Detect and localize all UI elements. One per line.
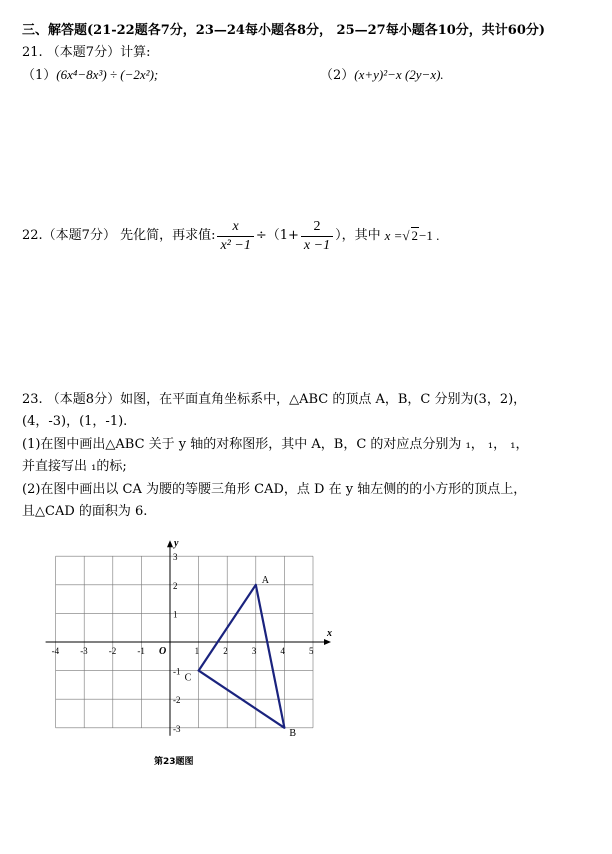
q21-part2-expr: (x+y)²−x (2y−x).	[354, 67, 444, 82]
q23-line5: (2)在图中画出以 CA 为腰的等腰三角形 CAD，点 D 在 y 轴左侧的的小方形的顶点上，	[22, 482, 527, 497]
q23-line2: (4，-3)，(1，-1).	[22, 414, 128, 429]
x-tick-label: -4	[51, 646, 60, 656]
q22-div-sign: ÷	[255, 228, 267, 243]
q22-cond-lhs: x =	[384, 228, 403, 243]
q21-part1-expr: (6x⁴−8x³) ÷ (−2x²);	[56, 67, 159, 82]
figure-caption: 第23题图	[154, 757, 194, 767]
q22-frac2	[301, 218, 333, 255]
y-tick-label: -3	[173, 723, 181, 734]
q22-prefix: 22.（本题7分） 先化简，再求值:	[22, 228, 216, 243]
q21-part1	[22, 66, 158, 85]
axes	[46, 538, 332, 736]
q22-frac2-den: x −1	[303, 237, 331, 253]
y-tick-label: 2	[173, 580, 178, 591]
y-tick-label: -2	[173, 695, 181, 706]
y-tick-label: 1	[173, 609, 178, 620]
point-labels	[185, 575, 297, 739]
q22-paren-open: （1+	[266, 228, 299, 243]
q22-cond-rad: 2	[411, 228, 419, 243]
coordinate-grid-figure	[40, 530, 340, 740]
origin-label: O	[159, 646, 167, 657]
q21-title: 21. （本题7分）计算:	[22, 45, 151, 60]
tick-labels	[52, 552, 314, 734]
y-tick-label: 3	[173, 552, 178, 563]
q21-part1-label: （1）	[22, 68, 57, 83]
q23-line1: 23. （本题8分）如图，在平面直角坐标系中，△ABC 的顶点 A，B，C 分别为(3，2)，	[22, 392, 527, 407]
x-tick-label: 3	[251, 646, 257, 656]
q22-paren-close: ），其中	[335, 228, 381, 243]
q21-part2	[320, 66, 444, 85]
x-axis-arrow	[324, 639, 331, 645]
point-label-c: C	[184, 672, 192, 684]
q23-line4: 并直接写出 ₁的标;	[22, 459, 127, 474]
x-tick-label: -2	[108, 646, 117, 656]
q22-frac2-num: 2	[301, 218, 333, 237]
triangle-edges	[199, 585, 285, 728]
x-tick-label: 5	[309, 646, 314, 656]
point-label-a: A	[261, 574, 270, 586]
q22-frac1	[217, 218, 253, 255]
q22-line	[22, 212, 439, 260]
x-tick-label: 1	[194, 646, 200, 656]
x-tick-label: 2	[223, 646, 228, 656]
triangle-abc	[199, 585, 285, 728]
q22-frac1-den: x² −1	[220, 237, 251, 253]
q23-line3: (1)在图中画出△ABC 关于 y 轴的对称图形，其中 A，B，C 的对应点分别为 ₁， ₁， ₁，	[22, 437, 529, 452]
x-tick-label: 4	[280, 646, 285, 656]
q22-sqrt: √ 2	[402, 228, 419, 243]
q22-frac1-num: x	[217, 218, 253, 237]
q23-line6: 且△CAD 的面积为 6.	[22, 504, 148, 519]
q22-cond-tail: −1 .	[419, 228, 440, 243]
x-tick-label: -3	[80, 646, 88, 656]
y-axis-arrow	[167, 540, 173, 547]
x-tick-label: -1	[137, 646, 145, 656]
q21-part2-label: （2）	[320, 68, 355, 83]
y-axis-label: y	[174, 538, 179, 550]
x-axis-label: x	[327, 628, 332, 639]
y-tick-label: -1	[173, 666, 181, 677]
point-label-b: B	[289, 727, 297, 739]
section-header: 三、解答题(21-22题各7分，23—24每小题各8分， 25—27每小题各10分，共计60分)	[22, 23, 546, 38]
